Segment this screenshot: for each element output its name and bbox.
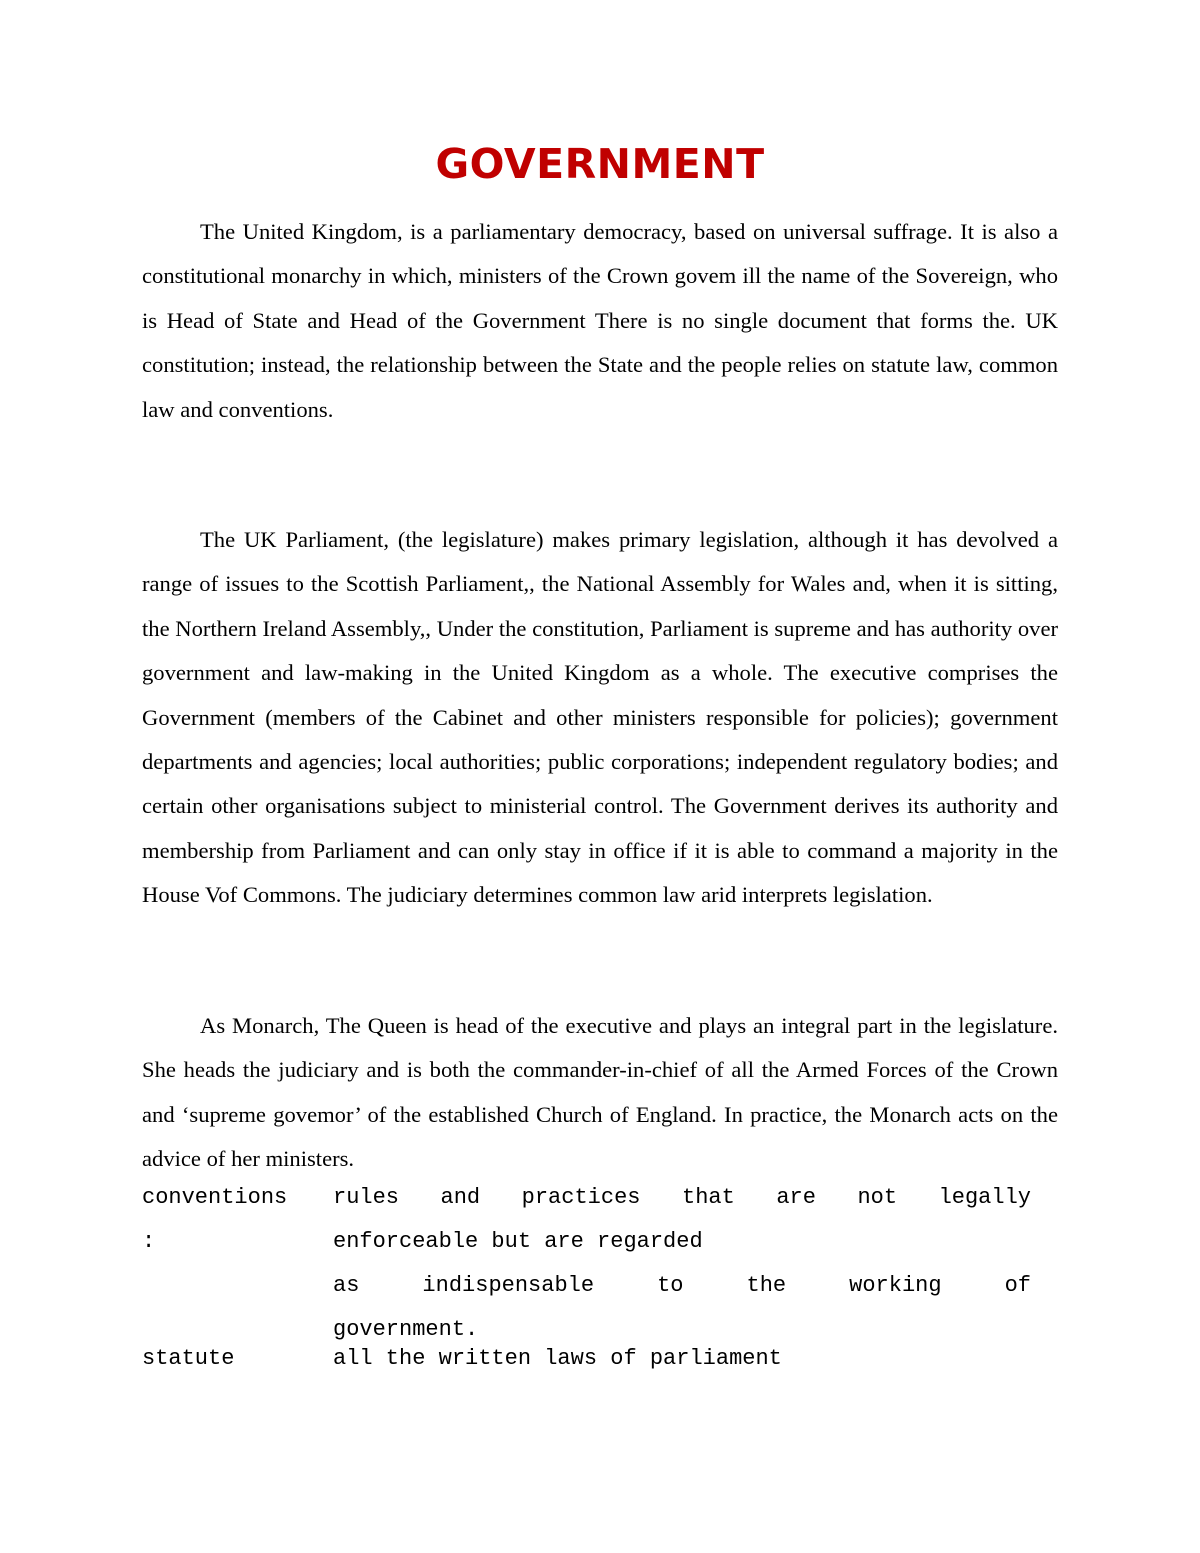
definition-line: enforceable but are regarded (333, 1229, 703, 1254)
paragraph-parliament: The UK Parliament, (the legislature) makes primary legislation, although it has devolved a range of issues to the Scottish Parliament,, the National Assembly for Wales and, when it is sitting, the Northern Ireland Assembly,, Under the constitution, Parliament is supreme and has authority over government and law-making in the United Kingdom as a whole. The executive comprises the Government (members of the Cabinet and other ministers responsible for policies); government departments and agencies; local authorities; public corporations; independent regulatory bodies; and certain other organisations subject to ministerial control. The Government derives its authority and membership from Parliament and can only stay in office if it is able to command a majority in the House Vof Commons. The judiciary determines common law arid interprets legislation. (142, 527, 1058, 908)
definition-line: government. (333, 1317, 479, 1342)
glossary-term-word: statute (142, 1346, 235, 1371)
document-title: GOVERNMENT (435, 140, 765, 188)
glossary-definition (333, 1176, 1031, 1342)
glossary-entry-statute (142, 1337, 1042, 1381)
definition-line: as indispensable to the working of (333, 1273, 1031, 1298)
definition-line: all the written laws of parliament (333, 1346, 782, 1371)
glossary-term-colon: : (142, 1229, 156, 1254)
glossary-term (142, 1176, 333, 1337)
body-section-3 (142, 1004, 1058, 1182)
glossary-definition (333, 1337, 1031, 1381)
glossary-term (142, 1337, 333, 1381)
body-section-2 (142, 518, 1058, 918)
paragraph-intro: The United Kingdom, is a parliamentary democracy, based on universal suffrage. It is also a constitutional monarchy in which, ministers of the Crown govem ill the name of the Sovereign, who is Head of State and Head of the Government There is no single document that forms the. UK constitution; instead, the relationship between the State and the people relies on statute law, common law and conventions. (142, 219, 1058, 422)
glossary-entry-conventions (142, 1176, 1042, 1342)
glossary (142, 1176, 1042, 1381)
definition-line: rules and practices that are not legally (333, 1185, 1031, 1210)
body-section-1 (142, 210, 1058, 432)
glossary-term-word: conventions (142, 1185, 288, 1210)
paragraph-monarch: As Monarch, The Queen is head of the executive and plays an integral part in the legislature. She heads the judiciary and is both the commander-in-chief of all the Armed Forces of the Crown and ‘supreme govemor’ of the established Church of England. In practice, the Monarch acts on the advice of her ministers. (142, 1013, 1058, 1172)
